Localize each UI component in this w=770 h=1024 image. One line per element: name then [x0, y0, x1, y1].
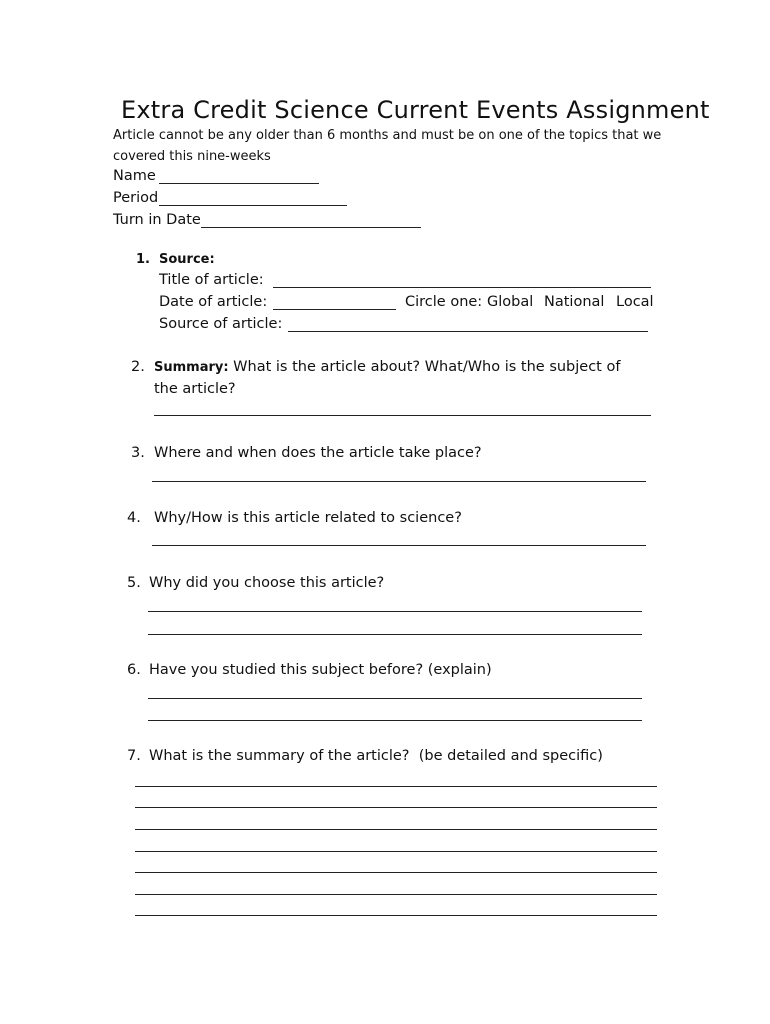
name-blank-line[interactable]: [159, 183, 319, 184]
q1-date-label: Date of article:: [159, 294, 268, 310]
q3-number: 3.: [131, 445, 145, 461]
q4-question-text: Why/How is this article related to science?: [154, 510, 462, 526]
q1-date-blank-line[interactable]: [273, 309, 396, 310]
q7-question-text: What is the summary of the article? (be detailed and specific): [149, 748, 603, 764]
q6-question-text: Have you studied this subject before? (explain): [149, 662, 492, 678]
q1-heading: Source:: [159, 252, 215, 267]
intro-text-line-1: Article cannot be any older than 6 months and must be on one of the topics that we: [113, 128, 662, 143]
q5-number: 5.: [127, 575, 141, 591]
intro-text-line-2: covered this nine-weeks: [113, 149, 271, 164]
q7-answer-line-6[interactable]: [135, 894, 657, 895]
q2-text-line-2: the article?: [154, 381, 236, 397]
q5-answer-line-2[interactable]: [148, 634, 642, 635]
q5-answer-line-1[interactable]: [148, 611, 642, 612]
q1-number: 1.: [136, 252, 150, 267]
q7-answer-line-2[interactable]: [135, 807, 657, 808]
q7-answer-line-7[interactable]: [135, 915, 657, 916]
q1-title-label: Title of article:: [159, 272, 264, 288]
q1-option-national[interactable]: National: [544, 294, 605, 310]
q7-answer-line-3[interactable]: [135, 829, 657, 830]
q1-option-global[interactable]: Global: [487, 294, 534, 310]
q3-answer-line[interactable]: [152, 481, 646, 482]
turn-in-date-blank-line[interactable]: [201, 227, 421, 228]
q1-option-local[interactable]: Local: [616, 294, 654, 310]
q6-answer-line-1[interactable]: [148, 698, 642, 699]
q7-answer-line-5[interactable]: [135, 872, 657, 873]
q2-question-text: What is the article about? What/Who is the subject of: [228, 359, 621, 375]
q3-question-text: Where and when does the article take place?: [154, 445, 482, 461]
q2-number: 2.: [131, 359, 145, 375]
period-blank-line[interactable]: [159, 205, 347, 206]
period-label: Period: [113, 190, 159, 206]
q4-number: 4.: [127, 510, 141, 526]
q7-answer-line-1[interactable]: [135, 786, 657, 787]
q6-number: 6.: [127, 662, 141, 678]
page-title: Extra Credit Science Current Events Assignment: [121, 96, 710, 124]
q1-source-blank-line[interactable]: [288, 331, 648, 332]
turn-in-date-label: Turn in Date: [113, 212, 201, 228]
name-label: Name: [113, 168, 156, 184]
q1-circle-label: Circle one:: [405, 294, 483, 310]
q1-title-blank-line[interactable]: [273, 287, 651, 288]
q7-number: 7.: [127, 748, 141, 764]
q2-answer-line[interactable]: [154, 415, 651, 416]
q7-answer-line-4[interactable]: [135, 851, 657, 852]
q4-answer-line[interactable]: [152, 545, 646, 546]
q6-answer-line-2[interactable]: [148, 720, 642, 721]
q5-question-text: Why did you choose this article?: [149, 575, 385, 591]
q1-source-label: Source of article:: [159, 316, 283, 332]
q2-text-line-1: [154, 359, 620, 375]
q2-heading: Summary:: [154, 360, 229, 375]
